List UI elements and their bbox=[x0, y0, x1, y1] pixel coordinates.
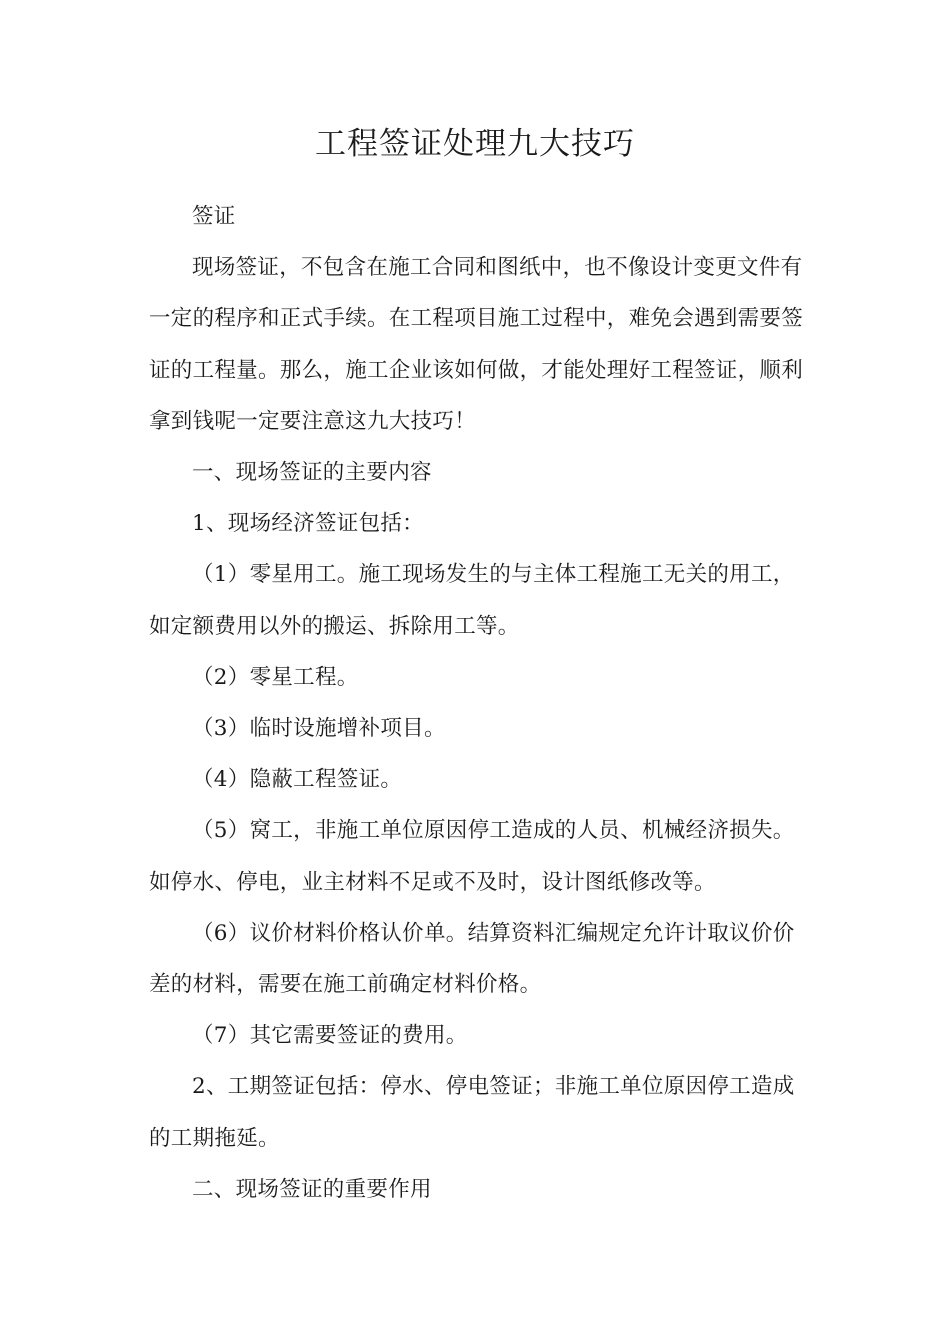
paragraph-heading-qianzheng: 签证 bbox=[192, 204, 236, 229]
paragraph-intro: 现场签证，不包含在施工合同和图纸中，也不像设计变更文件有一定的程序和正式手续。在工程项目施工过程中，难免会遇到需要签证的工程量。那么，施工企业该如何做，才能处理好工程签证，顺利拿到钱呢一定要注意这九大技巧！ bbox=[149, 255, 804, 434]
list-item-1: （1）零星用工。施工现场发生的与主体工程施工无关的用工，如定额费用以外的搬运、拆除用工等。 bbox=[149, 562, 795, 639]
list-item-6: （6）议价材料价格认价单。结算资料汇编规定允许计取议价价差的材料，需要在施工前确定材料价格。 bbox=[149, 920, 795, 998]
section-heading-importance: 二、现场签证的重要作用 bbox=[192, 1176, 432, 1202]
list-item-7: （7）其它需要签证的费用。 bbox=[192, 1023, 468, 1049]
list-item-4: （4）隐蔽工程签证。 bbox=[192, 767, 403, 793]
document-title: 工程签证处理九大技巧 bbox=[315, 126, 635, 162]
list-item-5: （5）窝工，非施工单位原因停工造成的人员、机械经济损失。如停水、停电，业主材料不足或不及时，设计图纸修改等。 bbox=[149, 818, 795, 895]
subsection-heading-economic-visa: 1、现场经济签证包括： bbox=[192, 511, 424, 537]
document-body bbox=[149, 191, 809, 1215]
section-heading-main-content: 一、现场签证的主要内容 bbox=[192, 460, 432, 486]
subsection-heading-schedule-visa: 2、工期签证包括：停水、停电签证；非施工单位原因停工造成的工期拖延。 bbox=[149, 1074, 795, 1151]
list-item-2: （2）零星工程。 bbox=[192, 664, 359, 690]
list-item-3: （3）临时设施增补项目。 bbox=[192, 716, 446, 742]
